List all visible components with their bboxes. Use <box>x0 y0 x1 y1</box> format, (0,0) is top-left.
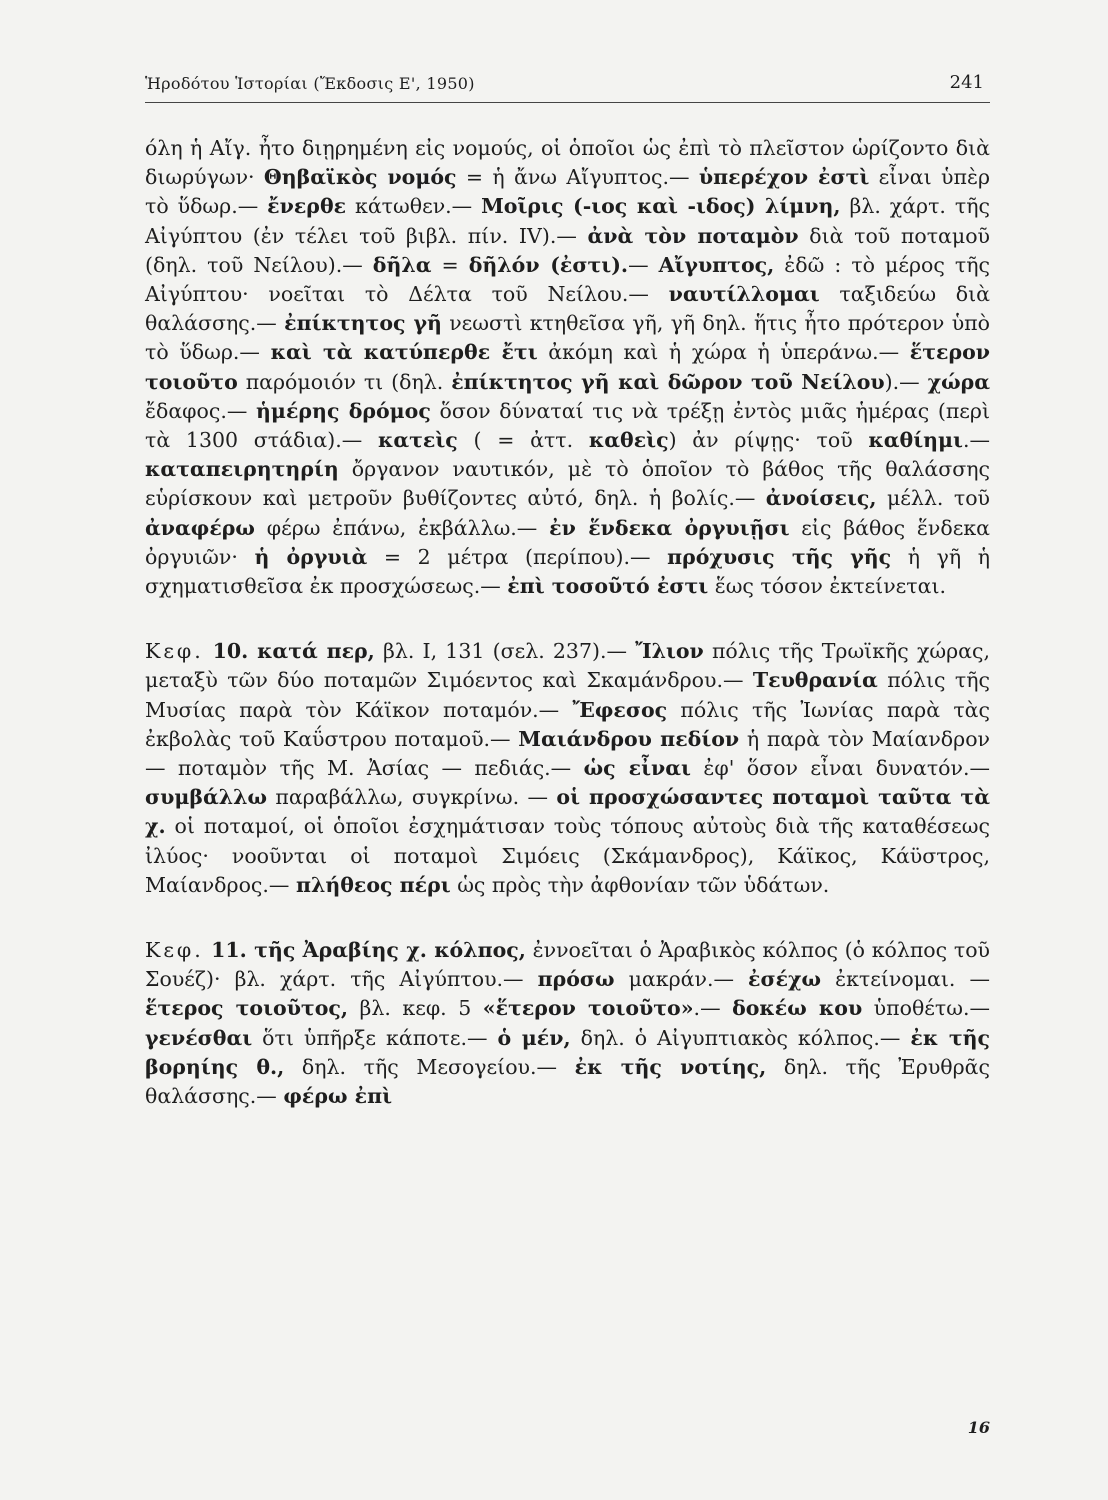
chapter-label: Κεφ. <box>145 938 204 963</box>
lemma-term: ναυτίλλομαι <box>668 282 820 307</box>
gloss-text: ).— <box>884 369 928 394</box>
lemma-term: ἐπίκτητος γῆ <box>284 311 442 336</box>
gloss-text: = ἡ ἄνω Αἴγυπτος.— <box>456 165 699 190</box>
page-body <box>145 134 990 1111</box>
lemma-term: ἐκ τῆς νοτίης, <box>574 1054 767 1079</box>
gloss-text: πόλις τῆς Μυσίας παρὰ τὸν Κάϊκον ποταμόν.— <box>145 668 991 722</box>
lemma-term: 10. <box>203 639 258 664</box>
gloss-text: μέλλ. τοῦ <box>876 486 990 511</box>
gloss-text: ὅσον δύναταί τις νὰ τρέξῃ ἐντὸς μιᾶς ἡμέρας (περὶ τὰ 1300 στάδια).— <box>145 398 990 453</box>
gloss-text: νεωστὶ κτηθεῖσα γῆ, γῆ δηλ. ἥτις ἦτο πρότερον ὑπὸ τὸ ὕδωρ.— <box>145 311 990 365</box>
gloss-text: δηλ. τῆς Μεσογείου.— <box>284 1054 575 1079</box>
lemma-term: Ἔφεσος <box>572 697 668 722</box>
page-number: 241 <box>949 72 984 93</box>
lemma-term: Αἴγυπτος, <box>658 252 775 277</box>
lemma-term: κατεὶς <box>377 428 458 453</box>
gloss-text: μακράν.— <box>614 967 749 992</box>
lemma-term: οἱ προσχώσαντες ποταμοὶ ταῦτα τὰ χ. <box>145 785 991 839</box>
gloss-text: ) ἀν ρίψῃς· τοῦ <box>668 428 869 453</box>
lemma-term: ἀναφέρω <box>145 515 255 540</box>
gloss-text: = 2 μέτρα (περίπου).— <box>367 544 668 569</box>
lemma-term: καθεὶς <box>588 428 669 453</box>
gloss-text: όλη ἡ Αἴγ. ἦτο διῃρημένη εἰς νομούς, οἱ ὁποῖοι ὡς ἐπὶ τὸ πλεῖστον ὡρίζοντο διὰ διωρύγων· <box>145 136 990 190</box>
chapter-label: Κεφ. <box>145 639 204 664</box>
gloss-text: οἱ ποταμοί, οἱ ὁποῖοι ἐσχημάτισαν τοὺς τόπους αὐτοὺς διὰ τῆς καταθέσεως ἰλύος· νοοῦνται οἱ ποταμοὶ Σιμόεις (Σκάμανδρος), Κάϊκος, Κάϋστρος, Μαίανδρος.— <box>145 814 990 897</box>
gloss-text: βλ. I, 131 (σελ. 237).— <box>374 639 636 664</box>
gloss-text: εἶναι ὑπὲρ τὸ ὕδωρ.— <box>145 165 990 219</box>
gloss-text: εἰς βάθος ἕνδεκα ὀργυιῶν· <box>145 515 990 569</box>
gloss-text: δηλ. ὁ Αἰγυπτιακὸς κόλπος.— <box>570 1025 911 1050</box>
lemma-term: ὑπερέχον ἐστὶ <box>698 165 870 190</box>
lemma-term: πρόχυσις τῆς γῆς <box>667 544 892 569</box>
gloss-text: ὡς πρὸς τὴν ἀφθονίαν τῶν ὑδάτων. <box>450 872 830 897</box>
gloss-text: ὅτι ὑπῆρξε κάποτε.— <box>252 1025 498 1050</box>
gloss-text: ἐφ' ὅσον εἶναι δυνατόν.— <box>690 756 991 781</box>
paragraph-chapter-9-notes <box>145 134 990 601</box>
lemma-term: δῆλόν (ἐστι). <box>468 252 629 277</box>
lemma-term: ἀνοίσεις, <box>765 486 877 511</box>
lemma-term: καθίημι <box>868 428 963 453</box>
gloss-text: ταξιδεύω διὰ θαλάσσης.— <box>145 282 990 336</box>
lemma-term: ὡς εἶναι <box>583 756 691 781</box>
lemma-term: γενέσθαι <box>145 1025 253 1050</box>
lemma-term: δῆλα <box>372 252 432 277</box>
lemma-term: ἕτερον τοιοῦτο <box>145 340 991 394</box>
gloss-text: .— <box>693 996 733 1021</box>
lemma-term: τῆς Ἀραβίης χ. κόλπος, <box>254 938 526 963</box>
lemma-term: συμβάλλω <box>145 785 267 810</box>
gloss-text: παρόμοιόν τι (δηλ. <box>237 369 452 394</box>
lemma-term: ὁ μέν, <box>497 1025 571 1050</box>
gloss-text: διὰ τοῦ ποταμοῦ (δηλ. τοῦ Νείλου).— <box>145 223 991 277</box>
gloss-text: ἡ παρὰ τὸν Μαίανδρον — ποταμὸν τῆς Μ. Ἀσίας — πεδιάς.— <box>145 726 991 781</box>
gloss-text: πόλις τῆς Ἰωνίας παρὰ τὰς ἐκβολὰς τοῦ Καΰστρου ποταμοῦ.— <box>145 697 990 751</box>
gloss-text: ( = ἀττ. <box>457 428 589 453</box>
gloss-text: δηλ. τῆς Ἐρυθρᾶς θαλάσσης.— <box>145 1054 990 1109</box>
lemma-term: ἀνὰ τὸν ποταμὸν <box>587 223 799 248</box>
gloss-text: ἔδαφος.— <box>145 398 257 423</box>
gloss-text: = <box>431 252 469 277</box>
lemma-term: Μοῖρις (-ιος καὶ -ιδος) λίμνη, <box>481 194 841 219</box>
lemma-term: Μαιάνδρου πεδίον <box>518 726 740 751</box>
lemma-term: 11. <box>203 938 255 963</box>
gloss-text: βλ. χάρτ. τῆς Αἰγύπτου (ἐν τέλει τοῦ βιβλ. πίν. IV).— <box>145 194 990 248</box>
gloss-text: .— <box>962 428 990 453</box>
lemma-term: πλήθεος πέρι <box>295 872 451 897</box>
lemma-term: ἐκ τῆς βορηίης θ., <box>145 1025 991 1079</box>
lemma-term: χώρα <box>927 369 991 394</box>
gloss-text: ἡ γῆ ἡ σχηματισθεῖσα ἐκ προσχώσεως.— <box>145 544 990 599</box>
lemma-term: καταπειρητηρίη <box>145 457 339 482</box>
gloss-text: παραβάλλω, συγκρίνω. — <box>267 785 557 810</box>
lemma-term: «ἕτερον τοιοῦτο» <box>482 996 694 1021</box>
lemma-term: ἐπίκτητος γῆ καὶ δῶρον τοῦ Νείλου <box>451 369 885 394</box>
gloss-text: ἕως τόσον ἐκτείνεται. <box>708 574 947 599</box>
gloss-text: πόλις τῆς Τρωϊκῆς χώρας, μεταξὺ τῶν δύο ποταμῶν Σιμόεντος καὶ Σκαμάνδρου.— <box>145 639 990 693</box>
lemma-term: Ἴλιον <box>635 639 704 664</box>
header-title: Ἡροδότου Ἱστορίαι (Ἔκδοσις Ε', 1950) <box>145 74 475 93</box>
lemma-term: καὶ τὰ κατύπερθε ἔτι <box>270 340 538 365</box>
paragraph-chapter-10-notes <box>145 637 990 900</box>
lemma-term: κατά περ, <box>257 639 375 664</box>
signature-mark: 16 <box>967 1418 990 1437</box>
lemma-term: ἐπὶ τοσοῦτό ἐστι <box>507 574 709 599</box>
lemma-term: ἕτερος τοιοῦτος, <box>145 996 349 1021</box>
lemma-term: Θηβαϊκὸς νομός <box>263 165 457 190</box>
lemma-term: δοκέω κου <box>732 996 863 1021</box>
gloss-text: ἀκόμη καὶ ἡ χώρα ἡ ὑπεράνω.— <box>537 340 910 365</box>
paragraph-chapter-11-notes <box>145 936 990 1111</box>
lemma-term: ἐσέχω <box>748 967 822 992</box>
lemma-term: ἡμέρης δρόμος <box>256 398 431 423</box>
gloss-text: κάτωθεν.— <box>346 194 482 219</box>
lemma-term: πρόσω <box>537 967 615 992</box>
gloss-text: φέρω ἐπάνω, ἐκβάλλω.— <box>254 515 550 540</box>
gloss-text: βλ. κεφ. 5 <box>348 996 483 1021</box>
lemma-term: φέρω ἐπὶ <box>283 1084 392 1109</box>
lemma-term: Τευθρανία <box>752 668 878 693</box>
gloss-text: ὑποθέτω.— <box>862 996 990 1021</box>
gloss-text: ἐκτείνομαι. — <box>821 967 990 992</box>
gloss-text: ἐδῶ : τὸ μέρος τῆς Αἰγύπτου· νοεῖται τὸ Δέλτα τοῦ Νείλου.— <box>145 252 990 307</box>
gloss-text: ἐννοεῖται ὁ Ἀραβικὸς κόλπος (ὁ κόλπος τοῦ Σουέζ)· βλ. χάρτ. τῆς Αἰγύπτου.— <box>145 938 990 992</box>
running-header <box>145 70 990 103</box>
lemma-term: ἡ ὀργυιὰ <box>254 544 368 569</box>
lemma-term: ἐν ἕνδεκα ὀργυιῇσι <box>549 515 790 540</box>
lemma-term: ἔνερθε <box>267 194 347 219</box>
gloss-text: ὄργανον ναυτικόν, μὲ τὸ ὁποῖον τὸ βάθος τῆς θαλάσσης εὑρίσκουν καὶ μετροῦν βυθίζοντες αὐτό, δηλ. ἡ βολίς.— <box>145 457 990 511</box>
gloss-text: — <box>628 252 659 277</box>
